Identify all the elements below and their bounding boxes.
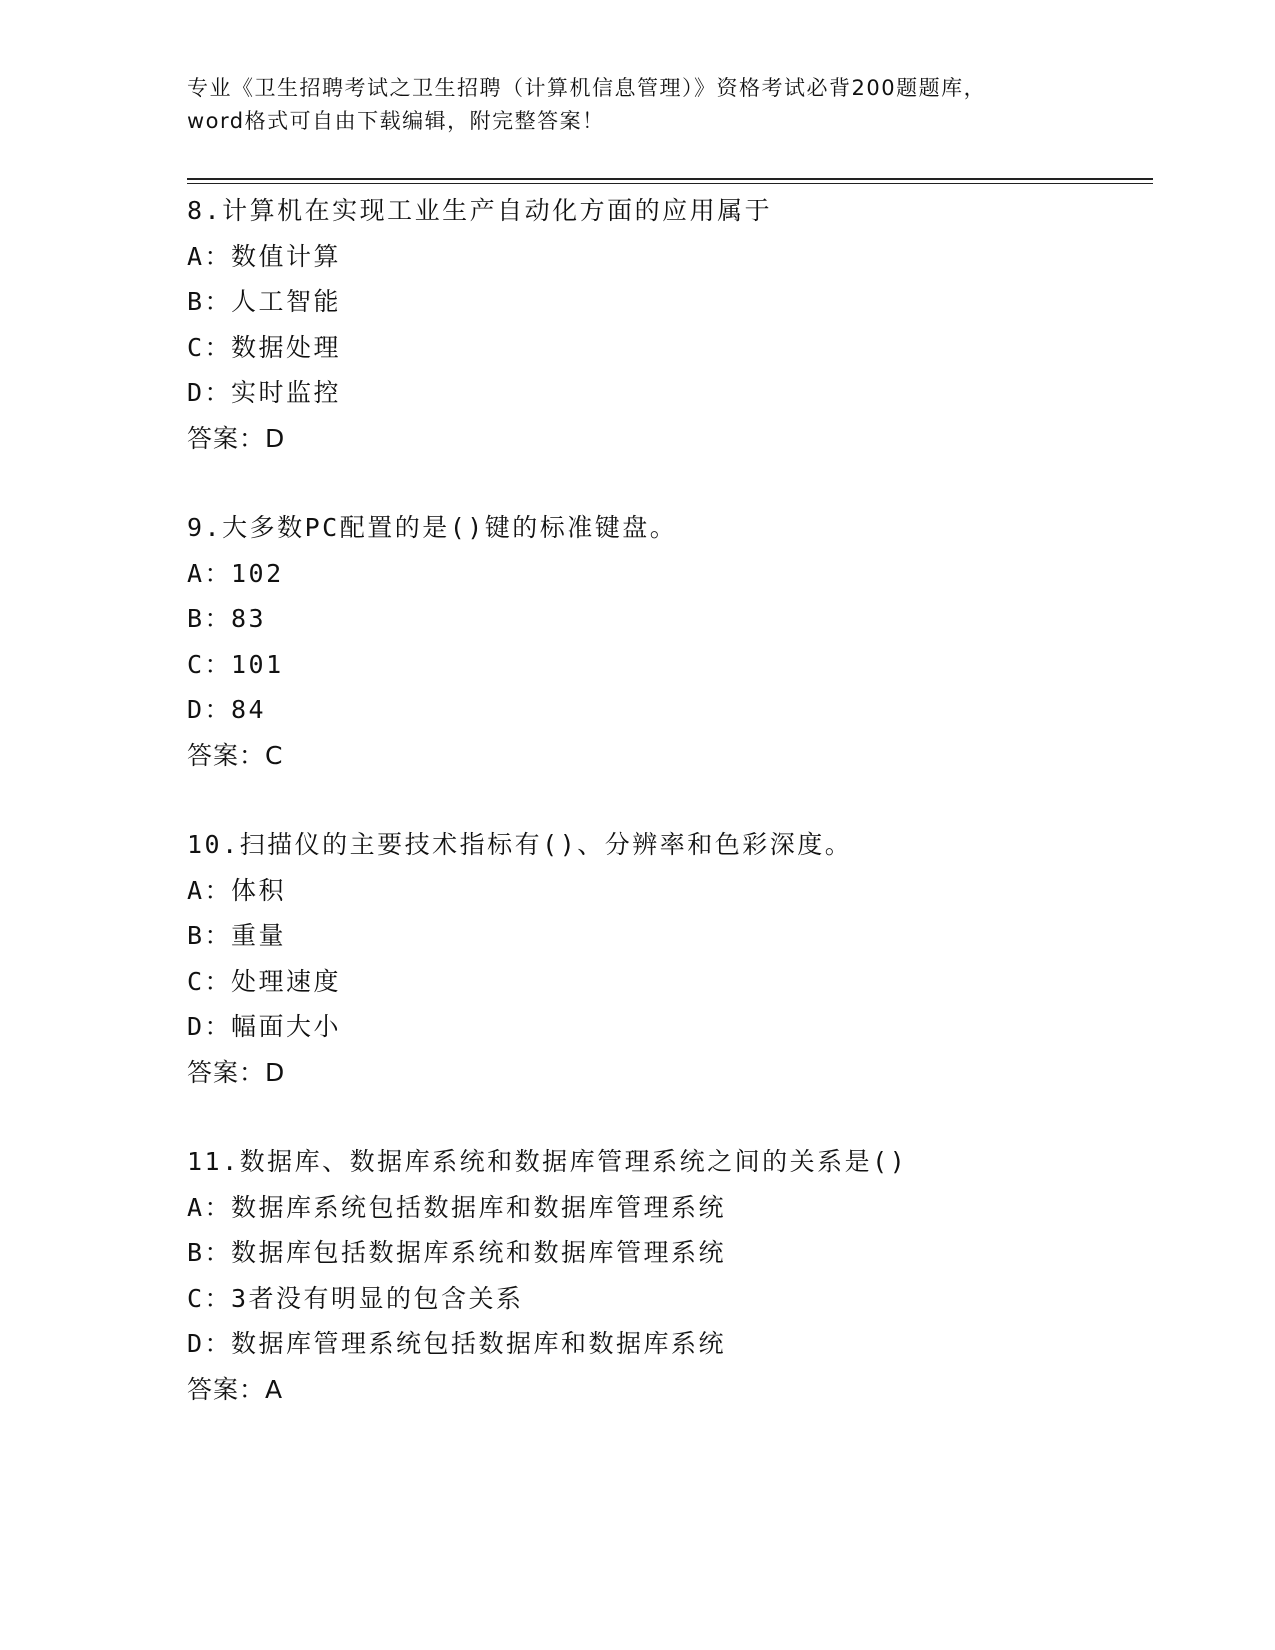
option-a xyxy=(187,1185,1147,1231)
question-item xyxy=(187,188,1147,461)
question-item xyxy=(187,822,1147,1095)
question-stem: 10.扫描仪的主要技术指标有()、分辨率和色彩深度。 xyxy=(187,830,853,859)
option-letter: C： xyxy=(187,332,233,362)
document-header xyxy=(187,72,1087,138)
question-stem: 8.计算机在实现工业生产自动化方面的应用属于 xyxy=(187,196,773,225)
option-text: 83 xyxy=(231,604,267,633)
option-c xyxy=(187,959,1147,1005)
option-text: 体积 xyxy=(231,875,287,905)
question-stem: 9.大多数PC配置的是()键的标准键盘。 xyxy=(187,513,678,542)
option-b xyxy=(187,913,1147,959)
answer-line: 答案：D xyxy=(187,1057,286,1087)
option-text: 幅面大小 xyxy=(231,1012,342,1041)
option-b xyxy=(187,596,1147,642)
answer-line: 答案：A xyxy=(187,1374,284,1404)
option-a xyxy=(187,234,1147,280)
option-d xyxy=(187,687,1147,733)
answer-line: 答案：C xyxy=(187,740,284,770)
option-c xyxy=(187,1276,1147,1322)
option-letter: B： xyxy=(187,604,233,633)
option-text: 实时监控 xyxy=(231,378,342,407)
option-text: 处理速度 xyxy=(231,966,342,996)
option-letter: A： xyxy=(187,1192,233,1222)
option-letter: C： xyxy=(187,966,233,996)
option-letter: B： xyxy=(187,287,233,316)
option-letter: A： xyxy=(187,875,233,905)
option-text: 人工智能 xyxy=(231,287,342,316)
option-text: 数据库系统包括数据库和数据库管理系统 xyxy=(231,1192,727,1222)
option-letter: D： xyxy=(187,1329,233,1358)
option-text: 84 xyxy=(231,695,267,724)
option-letter: D： xyxy=(187,695,233,724)
option-b xyxy=(187,279,1147,325)
option-d xyxy=(187,1004,1147,1050)
question-stem: 11.数据库、数据库系统和数据库管理系统之间的关系是() xyxy=(187,1147,908,1176)
option-letter: C： xyxy=(187,649,233,679)
question-item xyxy=(187,1139,1147,1412)
option-letter: B： xyxy=(187,921,233,950)
option-letter: B： xyxy=(187,1238,233,1267)
header-line-1: 专业《卫生招聘考试之卫生招聘（计算机信息管理）》资格考试必背200题题库， xyxy=(187,76,987,100)
option-letter: C： xyxy=(187,1283,233,1313)
question-item xyxy=(187,505,1147,778)
option-c xyxy=(187,325,1147,371)
option-letter: A： xyxy=(187,558,233,588)
option-text: 3者没有明显的包含关系 xyxy=(231,1283,524,1313)
option-letter: D： xyxy=(187,378,233,407)
option-letter: A： xyxy=(187,241,233,271)
option-d xyxy=(187,370,1147,416)
header-divider-thick xyxy=(187,178,1153,180)
option-text: 102 xyxy=(231,558,284,588)
header-line-2: word格式可自由下载编辑，附完整答案！ xyxy=(187,109,605,133)
option-text: 101 xyxy=(231,649,284,679)
answer-line: 答案：D xyxy=(187,423,286,453)
option-text: 数据库管理系统包括数据库和数据库系统 xyxy=(231,1329,727,1358)
option-a xyxy=(187,551,1147,597)
option-letter: D： xyxy=(187,1012,233,1041)
option-text: 数值计算 xyxy=(231,241,342,271)
header-divider-thin xyxy=(187,183,1153,184)
question-list xyxy=(187,188,1147,1456)
option-a xyxy=(187,868,1147,914)
option-c xyxy=(187,642,1147,688)
option-text: 重量 xyxy=(231,921,287,950)
option-b xyxy=(187,1230,1147,1276)
option-text: 数据处理 xyxy=(231,332,342,362)
option-d xyxy=(187,1321,1147,1367)
option-text: 数据库包括数据库系统和数据库管理系统 xyxy=(231,1238,727,1267)
